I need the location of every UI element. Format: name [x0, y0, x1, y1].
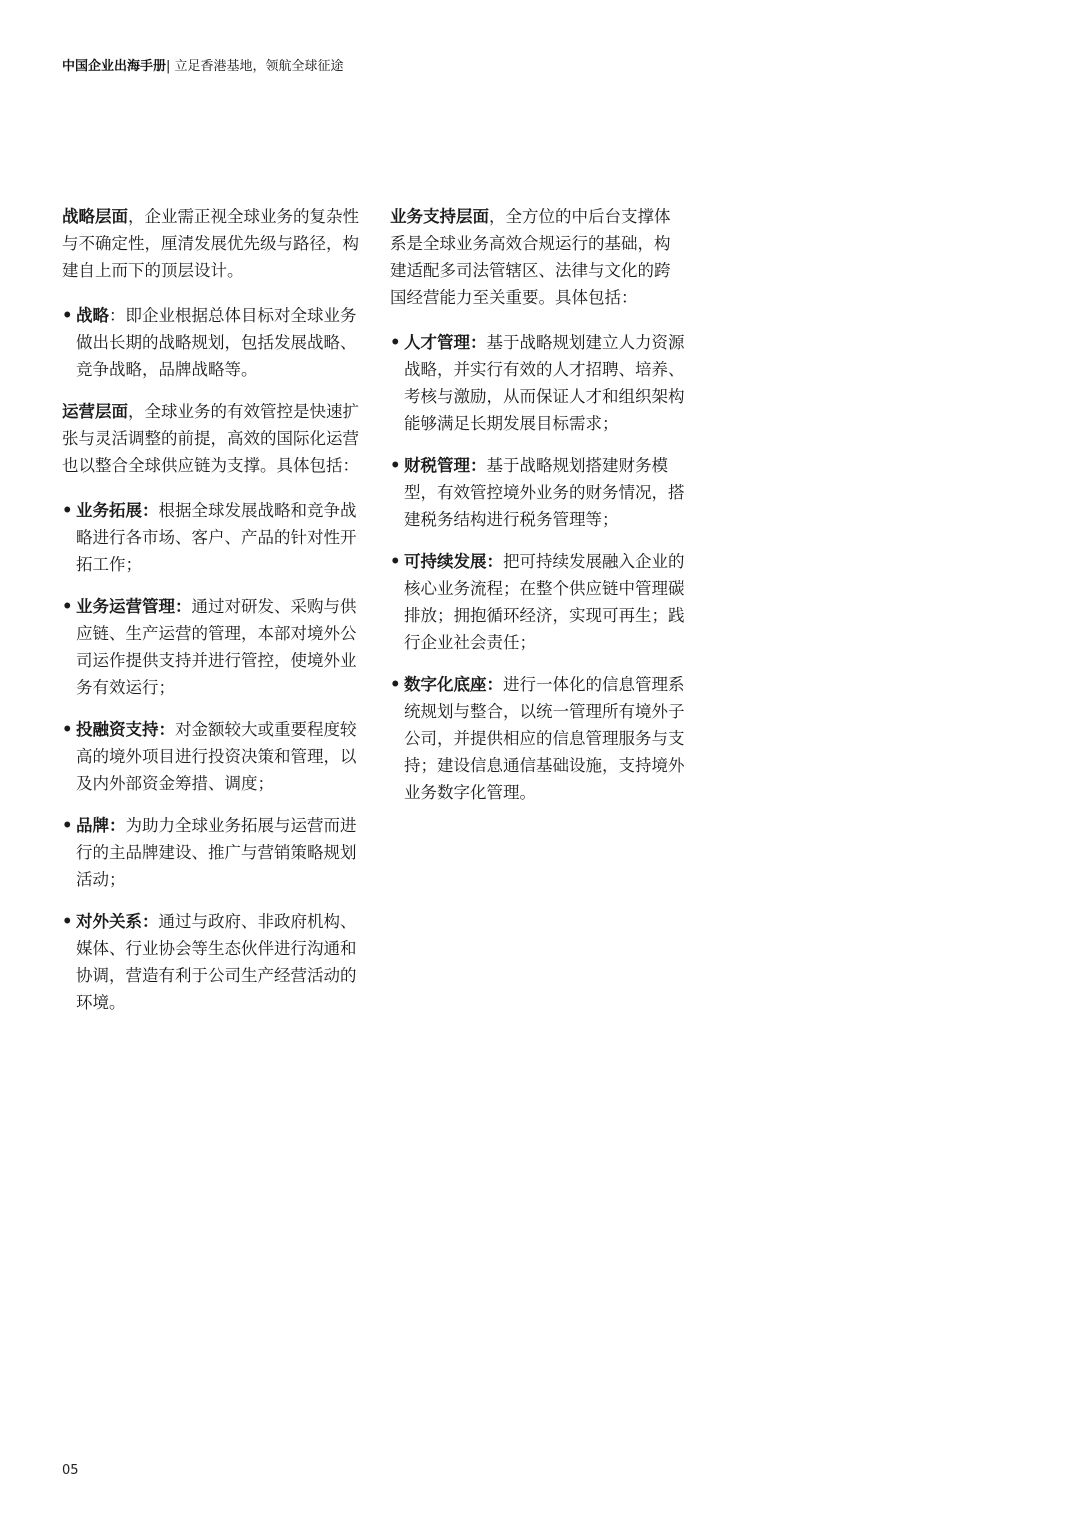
item-text: 根据全球发展战略和竞争战略进行各市场、客户、产品的针对性开拓工作；	[76, 501, 357, 574]
page-number: 05	[62, 1463, 79, 1478]
operations-text: ，全球业务的有效管控是快速扩张与灵活调整的前提，高效的国际化运营也以整合全球供应链为支撑。具体包括：	[62, 402, 359, 475]
list-item-business-expansion	[62, 497, 362, 578]
item-title: 数字化底座：	[404, 675, 503, 694]
item-text: 进行一体化的信息管理系统规划与整合，以统一管理所有境外子公司，并提供相应的信息管理服务与支持；建设信息通信基础设施，支持境外业务数字化管理。	[404, 675, 685, 802]
handbook-subtitle: 立足香港基地，领航全球征途	[174, 59, 344, 74]
list-item-operations-management	[62, 593, 362, 701]
item-text: 通过对研发、采购与供应链、生产运营的管理，本部对境外公司运作提供支持并进行管控，使境外业务有效运行；	[76, 597, 357, 697]
list-item-digital-foundation	[390, 671, 685, 806]
support-paragraph	[390, 203, 685, 311]
handbook-title: 中国企业出海手册	[62, 59, 167, 74]
item-text: 为助力全球业务拓展与运营而进行的主品牌建设、推广与营销策略规划活动；	[76, 816, 357, 889]
item-text: ：即企业根据总体目标对全球业务做出长期的战略规划，包括发展战略、竞争战略，品牌战略等。	[76, 306, 357, 379]
bullet-icon: •	[390, 456, 401, 475]
support-lead: 业务支持层面	[390, 207, 489, 226]
left-column	[62, 203, 362, 1031]
bullet-icon: •	[62, 597, 73, 616]
item-title: 财税管理：	[404, 456, 487, 475]
bullet-icon: •	[62, 306, 73, 325]
item-title: 业务运营管理：	[76, 597, 192, 616]
operations-lead: 运营层面	[62, 402, 128, 421]
bullet-icon: •	[390, 675, 401, 694]
bullet-icon: •	[390, 552, 401, 571]
list-item-talent-management	[390, 329, 685, 437]
item-title: 战略	[76, 306, 109, 325]
bullet-icon: •	[62, 816, 73, 835]
item-title: 可持续发展：	[404, 552, 503, 571]
item-text: 基于战略规划搭建财务模型，有效管控境外业务的财务情况，搭建税务结构进行税务管理等；	[404, 456, 685, 529]
item-text: 通过与政府、非政府机构、媒体、行业协会等生态伙伴进行沟通和协调，营造有利于公司生产经营活动的环境。	[76, 912, 357, 1012]
list-item-finance-tax	[390, 452, 685, 533]
item-title: 对外关系：	[76, 912, 159, 931]
item-title: 投融资支持：	[76, 720, 175, 739]
support-text: ，全方位的中后台支撑体系是全球业务高效合规运行的基础，构建适配多司法管辖区、法律与文化的跨国经营能力至关重要。具体包括：	[390, 207, 671, 307]
bullet-icon: •	[62, 912, 73, 931]
item-text: 基于战略规划建立人力资源战略，并实行有效的人才招聘、培养、考核与激励，从而保证人才和组织架构能够满足长期发展目标需求；	[404, 333, 685, 433]
operations-paragraph	[62, 398, 362, 479]
bullet-icon: •	[390, 333, 401, 352]
bullet-icon: •	[62, 501, 73, 520]
list-item-strategy	[62, 302, 362, 383]
item-text: 对金额较大或重要程度较高的境外项目进行投资决策和管理，以及内外部资金筹措、调度；	[76, 720, 357, 793]
item-title: 人才管理：	[404, 333, 487, 352]
running-header	[62, 58, 344, 76]
strategy-text: ，企业需正视全球业务的复杂性与不确定性，厘清发展优先级与路径，构建自上而下的顶层设计。	[62, 207, 359, 280]
list-item-brand	[62, 812, 362, 893]
right-column	[390, 203, 685, 821]
item-text: 把可持续发展融入企业的核心业务流程；在整个供应链中管理碳排放；拥抱循环经济，实现可再生；践行企业社会责任；	[404, 552, 685, 652]
item-title: 业务拓展：	[76, 501, 159, 520]
list-item-sustainability	[390, 548, 685, 656]
header-separator: |	[166, 59, 171, 74]
bullet-icon: •	[62, 720, 73, 739]
item-title: 品牌：	[76, 816, 126, 835]
list-item-investment-financing	[62, 716, 362, 797]
list-item-external-relations	[62, 908, 362, 1016]
strategy-paragraph	[62, 203, 362, 284]
strategy-lead: 战略层面	[62, 207, 128, 226]
